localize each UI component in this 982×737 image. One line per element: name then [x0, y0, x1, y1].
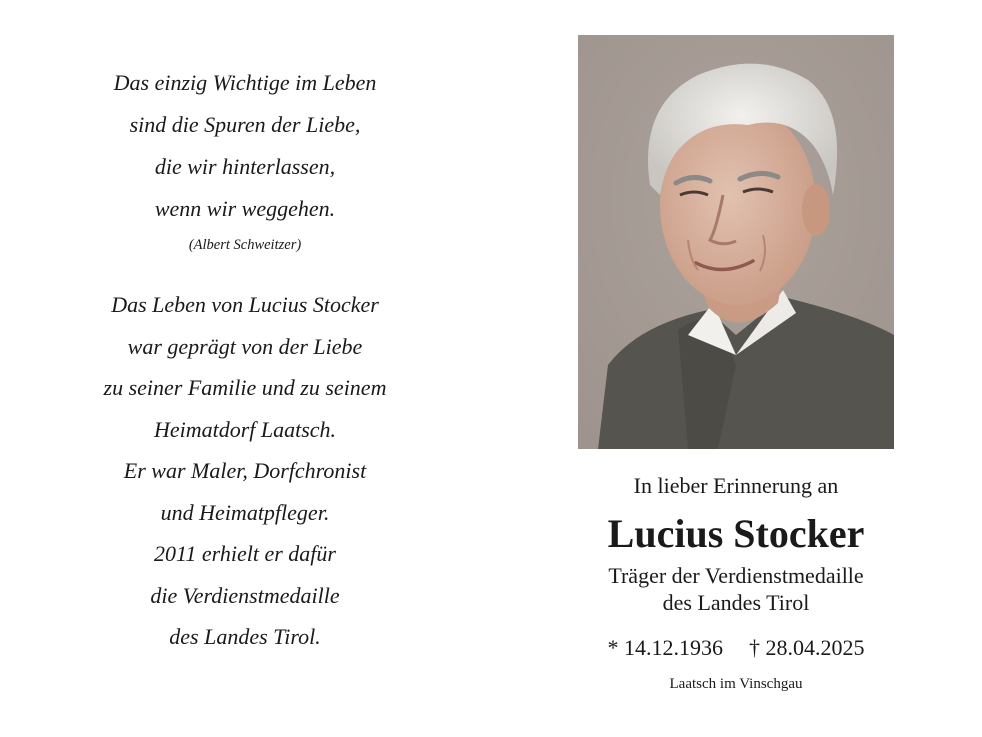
biography-line-2: war geprägt von der Liebe [127, 333, 363, 359]
biography-line-8: die Verdienstmedaille [150, 582, 340, 608]
biography-line-4: Heimatdorf Laatsch. [153, 416, 337, 442]
biography-line-5: Er war Maler, Dorfchronist [123, 458, 367, 483]
memorial-intro: In lieber Erinnerung an [633, 473, 839, 498]
memorial-details [560, 466, 912, 696]
biography-line-1: Das Leben von Lucius Stocker [111, 292, 379, 317]
death-date: † 28.04.2025 [749, 635, 865, 660]
quote-line-3: die wir hinterlassen, [154, 154, 336, 179]
quote-line-1: Das einzig Wichtige im Leben [113, 70, 377, 95]
biography-line-3: zu seiner Familie und zu seinem [103, 375, 387, 400]
portrait-illustration [578, 35, 894, 449]
deceased-name: Lucius Stocker [607, 511, 865, 556]
quote-line-4: wenn wir weggehen. [154, 196, 336, 221]
portrait-photo [578, 35, 894, 449]
biography-line-9: des Landes Tirol. [169, 624, 321, 649]
life-dates [560, 632, 912, 664]
honor-line-1: Träger der Verdienstmedaille [608, 563, 864, 588]
birth-date: * 14.12.1936 [607, 635, 723, 660]
ear [802, 184, 830, 236]
quote-line-2: sind die Spuren der Liebe, [129, 112, 361, 137]
quote-attribution: (Albert Schweitzer) [188, 237, 302, 253]
home-place: Laatsch im Vinschgau [669, 676, 803, 692]
biography-line-7: 2011 erhielt er dafür [154, 541, 336, 566]
biography-line-6: und Heimatpfleger. [160, 499, 330, 525]
quote-and-biography-column [40, 62, 450, 658]
honor-line-2: des Landes Tirol [662, 590, 810, 615]
